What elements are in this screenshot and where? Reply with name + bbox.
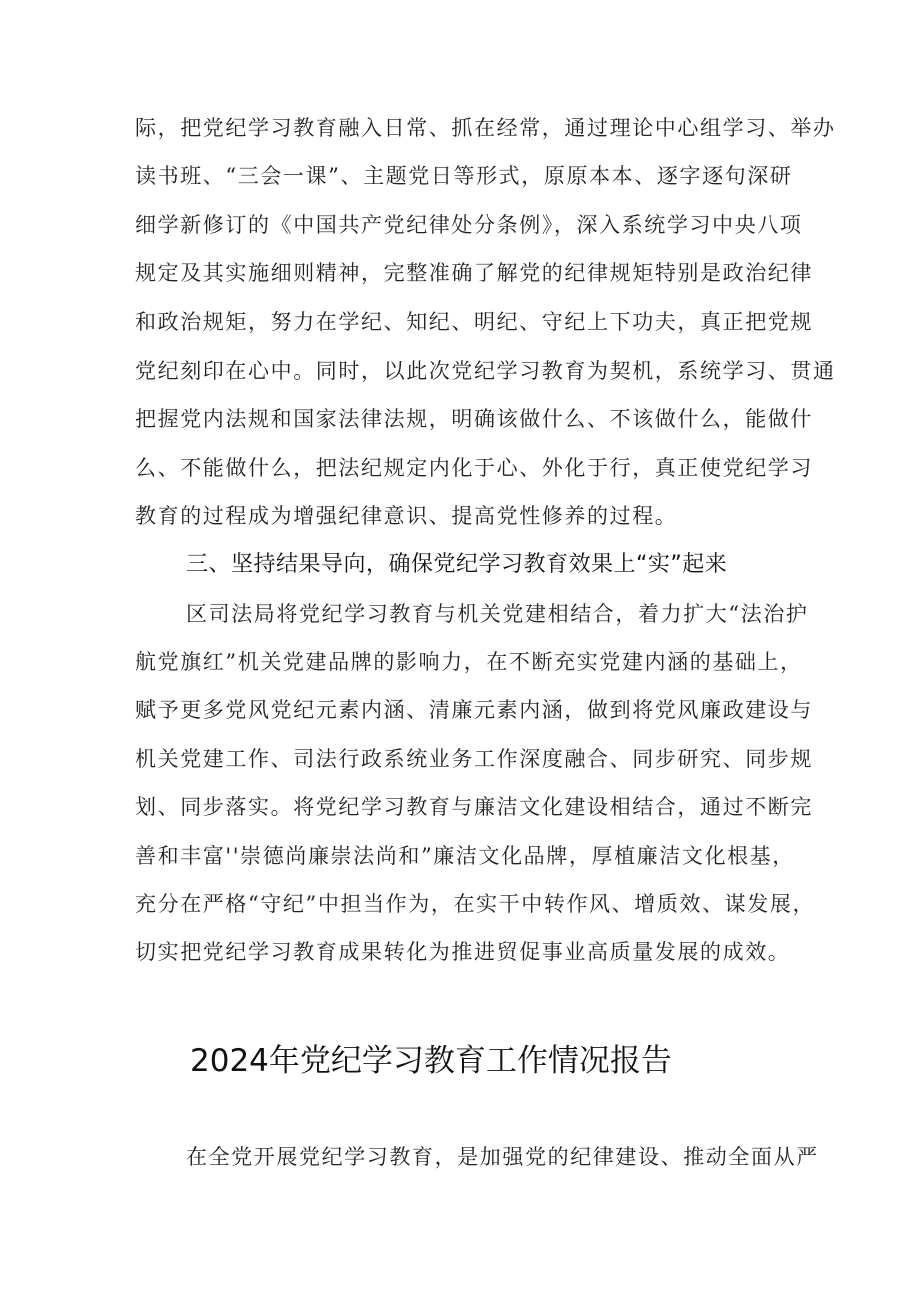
section-3-line-4: 机关党建工作、司法行政系统业务工作深度融合、同步研究、同步规: [135, 747, 813, 771]
section-3-line-2: 航党旗红”机关党建品牌的影响力，在不断充实党建内涵的基础上，: [135, 650, 803, 674]
section-3-line-8: 切实把党纪学习教育成果转化为推进贸促事业高质量发展的成效。: [135, 940, 791, 964]
paragraph-1-line-9: 教育的过程成为增强纪律意识、提高党性修养的过程。: [135, 504, 678, 528]
paragraph-1-line-2: 读书班、“三会一课”、主题党日等形式，原原本本、逐字逐句深研: [135, 164, 793, 188]
paragraph-1-line-6: 党纪刻印在心中。同时，以此次党纪学习教育为契机，系统学习、贯通: [135, 359, 836, 383]
report-first-line: 在全党开展党纪学习教育，是加强党的纪律建设、推动全面从严: [186, 1145, 819, 1169]
paragraph-1-line-5: 和政治规矩，努力在学纪、知纪、明纪、守纪上下功夫，真正把党规: [135, 310, 813, 334]
section-3-line-7: 充分在严格“守纪”中担当作为，在实干中转作风、增质效、谋发展，: [135, 892, 816, 916]
section-3-heading: 三、坚持结果导向，确保党纪学习教育效果上“实”起来: [186, 552, 728, 577]
section-3-line-3: 赋予更多党风党纪元素内涵、清廉元素内涵，做到将党风廉政建设与: [135, 698, 813, 722]
section-3-line-5: 划、同步落实。将党纪学习教育与廉洁文化建设相结合，通过不断完: [135, 795, 813, 819]
paragraph-1-line-4: 规定及其实施细则精神，完整准确了解党的纪律规矩特别是政治纪律: [135, 261, 813, 285]
section-3-line-6: 善和丰富''崇德尚廉崇法尚和”廉洁文化品牌，厚植廉洁文化根基，: [135, 844, 795, 868]
paragraph-1-line-3: 细学新修订的《中国共产党纪律处分条例》，深入系统学习中央八项: [135, 213, 803, 237]
paragraph-1-line-8: 么、不能做什么，把法纪规定内化于心、外化于行，真正使党纪学习: [135, 456, 813, 480]
report-title: 2024年党纪学习教育工作情况报告: [190, 1043, 672, 1079]
paragraph-1-line-7: 把握党内法规和国家法律法规，明确该做什么、不该做什么，能做什: [135, 407, 813, 431]
section-3-line-1: 区司法局将党纪学习教育与机关党建相结合，着力扩大“法治护: [186, 602, 809, 626]
paragraph-1-line-1: 际，把党纪学习教育融入日常、抓在经常，通过理论中心组学习、举办: [135, 116, 836, 140]
